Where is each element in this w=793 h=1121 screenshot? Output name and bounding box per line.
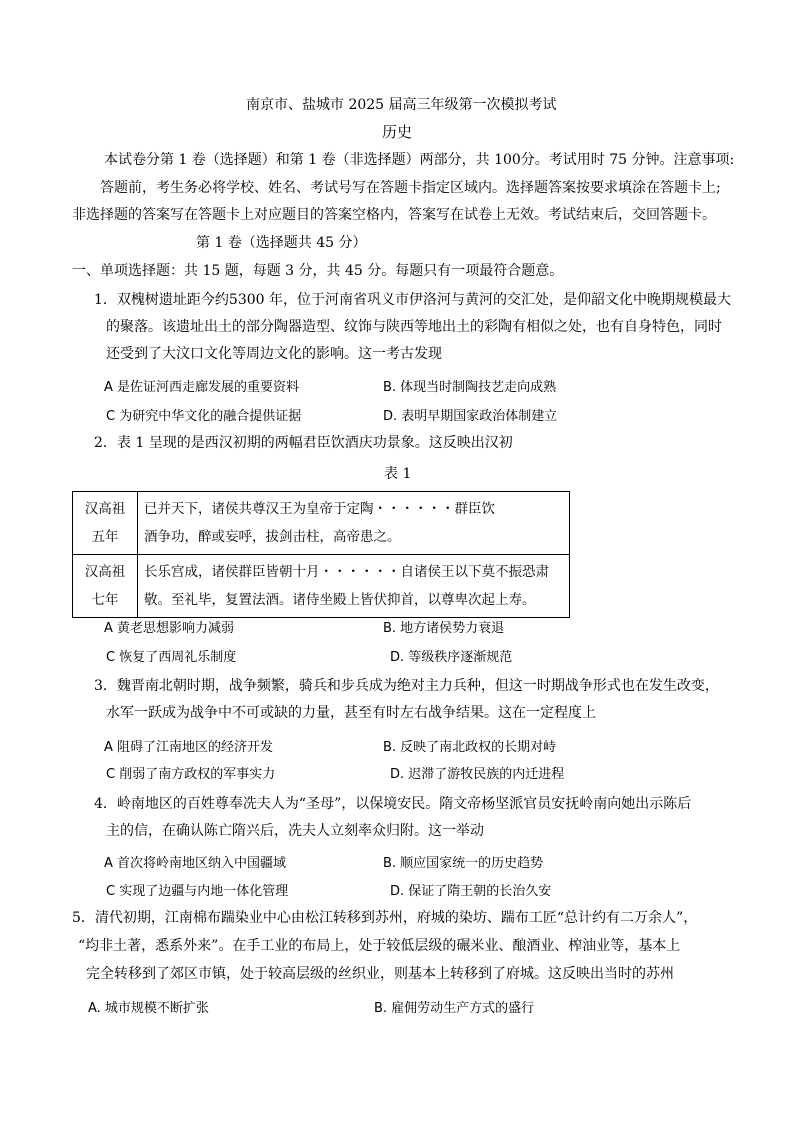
exam-title: 南京市、盐城市 2025 届高三年级第一次模拟考试	[246, 97, 557, 113]
option-b[interactable]: B. 雇佣劳动生产方式的盛行	[374, 1001, 535, 1016]
option-c[interactable]: C 实现了边疆与内地一体化管理	[106, 884, 289, 899]
table-cell-text: 长乐宫成，诸侯群臣皆朝十月・・・・・・自诸侯王以下莫不振恐肃 敬。至礼毕，复置法酒。诸侍坐殿上皆伏抑首，以尊卑次起上寿。	[138, 555, 570, 618]
option-d[interactable]: D. 迟滞了游牧民族的内迁进程	[390, 767, 565, 782]
instruction-line: 答题前，考生务必将学校、姓名、考试号写在答题卡指定区域内。选择题答案按要求填涂在答题卡上;	[100, 180, 721, 196]
option-d[interactable]: D. 保证了隋王朝的长治久安	[390, 884, 552, 899]
table-row	[73, 492, 570, 555]
table-row	[73, 555, 570, 618]
instruction-line: 本试卷分第 1 卷（选择题）和第 1 卷（非选择题）两部分，共 100分。考试用时 75 分钟。注意事项:	[104, 152, 735, 168]
question-1-line: 1．双槐树遗址距今约5300 年，位于河南省巩义市伊洛河与黄河的交汇处，是仰韶文化中晚期规模最大	[94, 292, 731, 308]
table-caption: 表 1	[384, 466, 412, 482]
option-c[interactable]: C 削弱了南方政权的军事实力	[106, 767, 276, 782]
table-cell-era: 汉高祖 七年	[73, 555, 138, 618]
table-1	[72, 491, 570, 618]
option-c[interactable]: C 为研究中华文化的融合提供证据	[106, 409, 302, 424]
question-2-line: 2．表 1 呈现的是西汉初期的两幅君臣饮酒庆功景象。这反映出汉初	[94, 435, 513, 451]
option-a[interactable]: A 黄老思想影响力减弱	[104, 621, 235, 636]
option-c[interactable]: C 恢复了西周礼乐制度	[106, 650, 237, 665]
question-5-line: 5．清代初期，江南棉布踹染业中心由松江转移到苏州，府城的染坊、踹布工匠“总计约有二万余人”，	[72, 910, 698, 926]
option-b[interactable]: B. 体现当时制陶技艺走向成熟	[383, 380, 557, 395]
section-title: 一、单项选择题：共 15 题，每题 3 分，共 45 分。每题只有一项最符合题意。	[72, 263, 564, 279]
option-b[interactable]: B. 地方诸侯势力衰退	[383, 621, 505, 636]
question-4-line: 4．岭南地区的百姓尊奉冼夫人为“圣母”，以保境安民。隋文帝杨坚派官员安抚岭南向她出示陈后	[94, 796, 692, 812]
question-1-line: 的聚落。该遗址出土的部分陶器造型、纹饰与陕西等地出土的彩陶有相似之处，也有自身特色，同时	[106, 319, 722, 335]
question-3-line: 3．魏晋南北朝时期，战争频繁，骑兵和步兵成为绝对主力兵种，但这一时期战争形式也在发生改变，	[94, 678, 719, 694]
instruction-line: 非选择题的答案写在答题卡上对应题目的答案空格内，答案写在试卷上无效。考试结束后，交回答题卡。	[72, 207, 716, 223]
question-4-line: 主的信，在确认陈亡隋兴后，冼夫人立刻率众归附。这一举动	[106, 823, 484, 839]
question-5-line: “均非土著，悉系外来”。在手工业的布局上，处于较低层级的碾米业、酿酒业、榨油业等，基本上	[78, 938, 681, 954]
table-cell-era: 汉高祖 五年	[73, 492, 138, 555]
question-5-line: 完全转移到了郊区市镇，处于较高层级的丝织业，则基本上转移到了府城。这反映出当时的苏州	[86, 966, 674, 982]
option-a[interactable]: A. 城市规模不断扩张	[88, 1001, 209, 1016]
question-3-line: 水军一跃成为战争中不可或缺的力量，甚至有时左右战争结果。这在一定程度上	[106, 705, 596, 721]
option-b[interactable]: B. 顺应国家统一的历史趋势	[383, 856, 544, 871]
option-a[interactable]: A 是佐证河西走廊发展的重要资料	[104, 380, 300, 395]
option-a[interactable]: A 阻碍了江南地区的经济开发	[104, 740, 274, 755]
part-title: 第 1 卷（选择题共 45 分）	[196, 235, 367, 251]
question-1-line: 还受到了大汶口文化等周边文化的影响。这一考古发现	[106, 346, 442, 362]
subject-title: 历史	[382, 123, 413, 141]
option-b[interactable]: B. 反映了南北政权的长期对峙	[383, 740, 557, 755]
option-d[interactable]: D. 等级秩序逐渐规范	[390, 650, 513, 665]
option-a[interactable]: A 首次将岭南地区纳入中国疆域	[104, 856, 287, 871]
table-cell-text: 已并天下，诸侯共尊汉王为皇帝于定陶・・・・・・群臣饮 酒争功，醉或妄呼，拔剑击柱，高帝患之。	[138, 492, 570, 555]
option-d[interactable]: D. 表明早期国家政治体制建立	[383, 409, 558, 424]
